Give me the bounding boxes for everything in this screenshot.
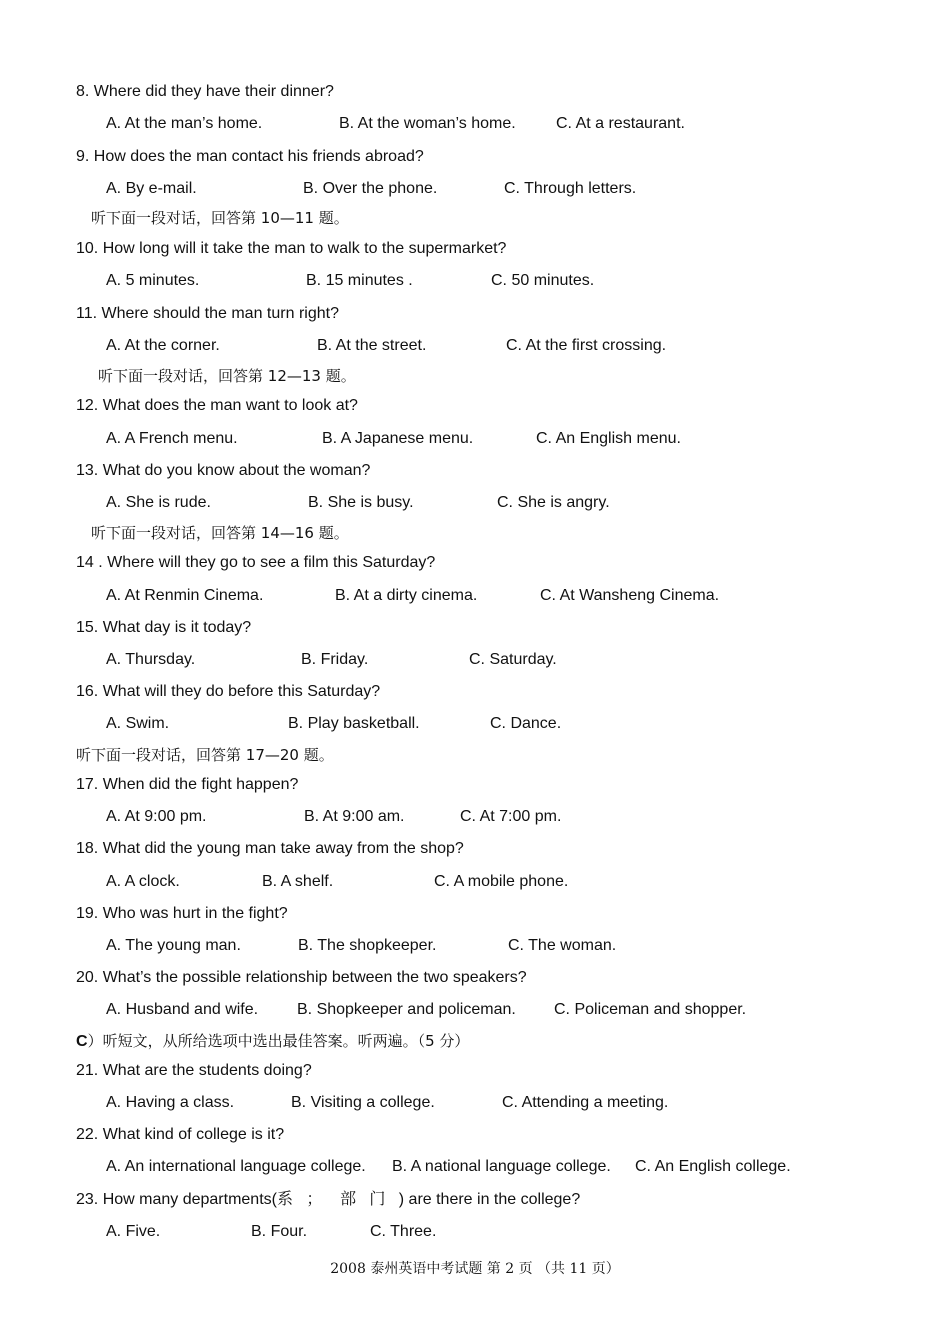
section-c-label: C: [76, 1033, 88, 1050]
q10-option-c: C. 50 minutes.: [491, 272, 595, 289]
q11-option-c: C. At the first crossing.: [506, 337, 667, 354]
instruction-17-20: 听下面一段对话，回答第 17—20 题。: [76, 746, 334, 764]
q19-option-b: B. The shopkeeper.: [298, 937, 437, 954]
question-22: 22. What kind of college is it?: [76, 1126, 285, 1143]
q9-option-c: C. Through letters.: [504, 180, 637, 197]
q17-option-a: A. At 9:00 pm.: [106, 808, 207, 825]
q12-option-a: A. A French menu.: [106, 430, 238, 447]
question-21: 21. What are the students doing?: [76, 1062, 312, 1079]
question-13: 13. What do you know about the woman?: [76, 462, 371, 479]
q18-option-a: A. A clock.: [106, 873, 180, 890]
q15-option-a: A. Thursday.: [106, 651, 196, 668]
q8-option-a: A. At the man’s home.: [106, 115, 263, 132]
q19-option-c: C. The woman.: [508, 937, 617, 954]
q13-option-c: C. She is angry.: [497, 494, 610, 511]
page-footer: 2008 泰州英语中考试题 第 2 页 （共 11 页）: [330, 1261, 620, 1277]
q14-option-a: A. At Renmin Cinema.: [106, 587, 264, 604]
q18-option-c: C. A mobile phone.: [434, 873, 569, 890]
q14-option-c: C. At Wansheng Cinema.: [540, 587, 720, 604]
instruction-12-13: 听下面一段对话，回答第 12—13 题。: [98, 367, 356, 385]
question-11: 11. Where should the man turn right?: [76, 305, 339, 322]
q9-option-a: A. By e-mail.: [106, 180, 197, 197]
q22-option-c: C. An English college.: [635, 1158, 791, 1175]
q18-option-b: B. A shelf.: [262, 873, 334, 890]
q20-option-c: C. Policeman and shopper.: [554, 1001, 747, 1018]
q13-option-a: A. She is rude.: [106, 494, 211, 511]
q19-option-a: A. The young man.: [106, 937, 241, 954]
q22-option-b: B. A national language college.: [392, 1158, 611, 1175]
instruction-14-16: 听下面一段对话，回答第 14—16 题。: [91, 524, 349, 542]
q23-option-b: B. Four.: [251, 1223, 308, 1240]
question-19: 19. Who was hurt in the fight?: [76, 905, 288, 922]
question-20: 20. What’s the possible relationship between the two speakers?: [76, 969, 527, 986]
question-12: 12. What does the man want to look at?: [76, 397, 358, 414]
q12-option-b: B. A Japanese menu.: [322, 430, 474, 447]
q21-option-c: C. Attending a meeting.: [502, 1094, 669, 1111]
q17-option-b: B. At 9:00 am.: [304, 808, 405, 825]
q15-option-b: B. Friday.: [301, 651, 369, 668]
q8-option-c: C. At a restaurant.: [556, 115, 685, 132]
question-14: 14 . Where will they go to see a film this Saturday?: [76, 554, 436, 571]
q11-option-a: A. At the corner.: [106, 337, 220, 354]
q16-option-a: A. Swim.: [106, 715, 170, 732]
question-23: 23. How many departments(系 ； 部 门 ) are there in the college?: [76, 1191, 581, 1208]
question-9: 9. How does the man contact his friends abroad?: [76, 148, 424, 165]
q22-option-a: A. An international language college.: [106, 1158, 366, 1175]
question-17: 17. When did the fight happen?: [76, 776, 299, 793]
section-c-heading: [76, 1031, 469, 1052]
section-c-instruction: ）听短文，从所给选项中选出最佳答案。听两遍。（5 分）: [87, 1032, 470, 1050]
q12-option-c: C. An English menu.: [536, 430, 681, 447]
q20-option-b: B. Shopkeeper and policeman.: [297, 1001, 516, 1018]
question-18: 18. What did the young man take away from the shop?: [76, 840, 464, 857]
q10-option-a: A. 5 minutes.: [106, 272, 200, 289]
q20-option-a: A. Husband and wife.: [106, 1001, 259, 1018]
q16-option-b: B. Play basketball.: [288, 715, 420, 732]
q9-option-b: B. Over the phone.: [303, 180, 438, 197]
q14-option-b: B. At a dirty cinema.: [335, 587, 478, 604]
q15-option-c: C. Saturday.: [469, 651, 557, 668]
question-15: 15. What day is it today?: [76, 619, 252, 636]
question-8: 8. Where did they have their dinner?: [76, 83, 334, 100]
question-16: 16. What will they do before this Saturday?: [76, 683, 381, 700]
q23-option-c: C. Three.: [370, 1223, 437, 1240]
q13-option-b: B. She is busy.: [308, 494, 414, 511]
q17-option-c: C. At 7:00 pm.: [460, 808, 562, 825]
q11-option-b: B. At the street.: [317, 337, 427, 354]
q16-option-c: C. Dance.: [490, 715, 562, 732]
q21-option-b: B. Visiting a college.: [291, 1094, 435, 1111]
instruction-10-11: 听下面一段对话，回答第 10—11 题。: [91, 209, 349, 227]
q8-option-b: B. At the woman’s home.: [339, 115, 516, 132]
question-10: 10. How long will it take the man to walk to the supermarket?: [76, 240, 507, 257]
q23-option-a: A. Five.: [106, 1223, 161, 1240]
q10-option-b: B. 15 minutes .: [306, 272, 413, 289]
q21-option-a: A. Having a class.: [106, 1094, 235, 1111]
